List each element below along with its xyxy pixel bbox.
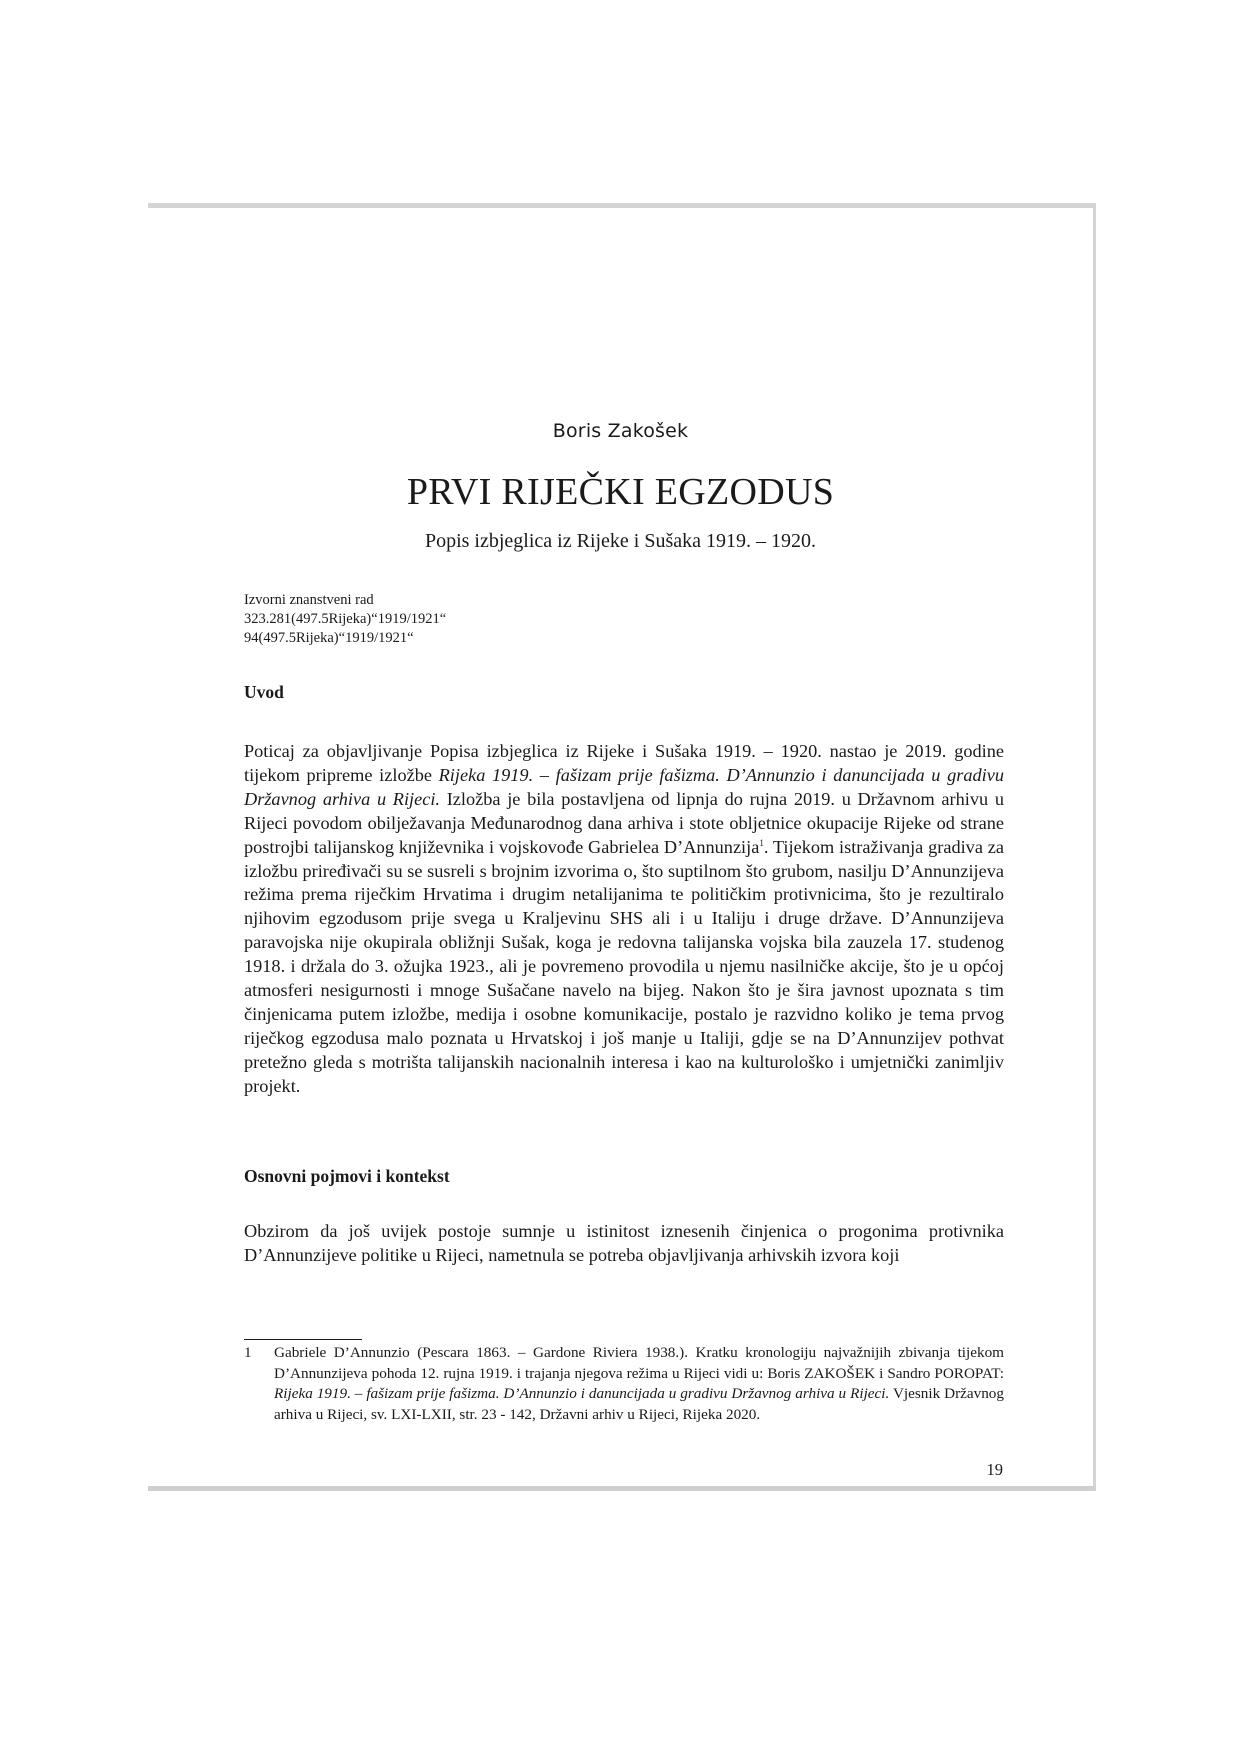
page-sheet (148, 203, 1096, 1491)
section-heading-intro: Uvod (244, 682, 284, 702)
article-subtitle: Popis izbjeglica iz Rijeke i Sušaka 1919. – 1920. (424, 530, 817, 552)
footnote-divider (244, 1339, 362, 1340)
exhibition-title: Rijeka 1919. – fašizam prije fašizma. D’Annunzio i danuncijada u gradivu Državnog arhiva u Rijeci. (244, 764, 1004, 809)
footnote-text-part: Gabriele D’Annunzio (Pescara 1863. – Gardone Riviera 1938.). Kratku kronologiju najvažnijih zbivanja tijekom D’Annunzijeva pohoda 12. rujna 1919. i trajanja njegova režima u Rijeci vidi u: Boris ZAKOŠEK i Sandro POROPAT: (274, 1344, 1004, 1382)
author-name: Boris Zakošek (552, 420, 689, 442)
udc-code: 94(497.5Rijeka)“1919/1921“ (244, 630, 414, 646)
footnote-text-part: Vjesnik Državnog arhiva u Rijeci, sv. LXI-LXII, str. 23 - 142, Državni arhiv u Rijeci, Rijeka 2020. (274, 1385, 1004, 1423)
footnote (244, 1343, 1004, 1425)
article-metadata (244, 591, 446, 648)
page-number: 19 (986, 1460, 1003, 1479)
section-heading-basic: Osnovni pojmovi i kontekst (244, 1166, 450, 1186)
footnote-cited-title: Rijeka 1919. – fašizam prije fašizma. D’Annunzio i danuncijada u gradivu Državnog arhiva u Rijeci. (274, 1385, 890, 1402)
intro-text: Poticaj za objavljivanje Popisa izbjeglica iz Rijeke i Sušaka 1919. – 1920. nastao je 2019. godine tijekom pripreme izložbe (244, 741, 1004, 785)
intro-text: Izložba je bila postavljena od lipnja do rujna 2019. u Državnom arhivu u Rijeci povodom obilježavanja Međunarodnog dana arhiva i stote obljetnice okupacije Rijeke od strane postrojbi talijanskog književnika i vojskovođe Gabrielea D’Annunzija (244, 788, 1004, 857)
footnote-reference[interactable]: 1 (759, 837, 764, 848)
intro-paragraph (244, 740, 1004, 1099)
article-title: PRVI RIJEČKI EGZODUS (406, 471, 835, 513)
footnote-text (274, 1343, 1004, 1425)
udc-code: 323.281(497.5Rijeka)“1919/1921“ (244, 611, 447, 627)
basic-paragraph: Obzirom da još uvijek postoje sumnje u istinitost iznesenih činjenica o progonima protivnika D’Annunzijeve politike u Rijeci, nametnula se potreba objavljivanja arhivskih izvora koji (244, 1221, 1004, 1265)
footnote-number: 1 (244, 1344, 252, 1361)
article-category: Izvorni znanstveni rad (244, 592, 374, 608)
intro-text: . Tijekom istraživanja gradiva za izložbu priređivači su se susreli s brojnim izvorima o, što suptilnom što grubom, nasilju D’Annunzijeva režima prema riječkim Hrvatima i drugim netalijanima te političkim protivnicima, što je rezultiralo njihovim egzodusom prije svega u Kraljevinu SHS ali i u Italiju i druge države. D’Annunzijeva paravojska nije okupirala obližnji Sušak, koga je redovna talijanska vojska bila zauzela 17. studenog 1918. i držala do 3. ožujka 1923., ali je povremeno provodila u njemu nasilničke akcije, što je u općoj atmosferi nesigurnosti i mnoge Sušačane navelo na bijeg. Nakon što je šira javnost upoznata s tim činjenicama putem izložbe, medija i osobne komunikacije, postalo je razvidno koliko je tema prvog riječkog egzodusa malo poznata u Hrvatskoj i još manje u Italiji, gdje se na D’Annunzijev pothvat pretežno gleda s motrišta talijanskih nacionalnih interesa i kao na kulturološko i umjetnički zanimljiv projekt. (244, 836, 1004, 1096)
